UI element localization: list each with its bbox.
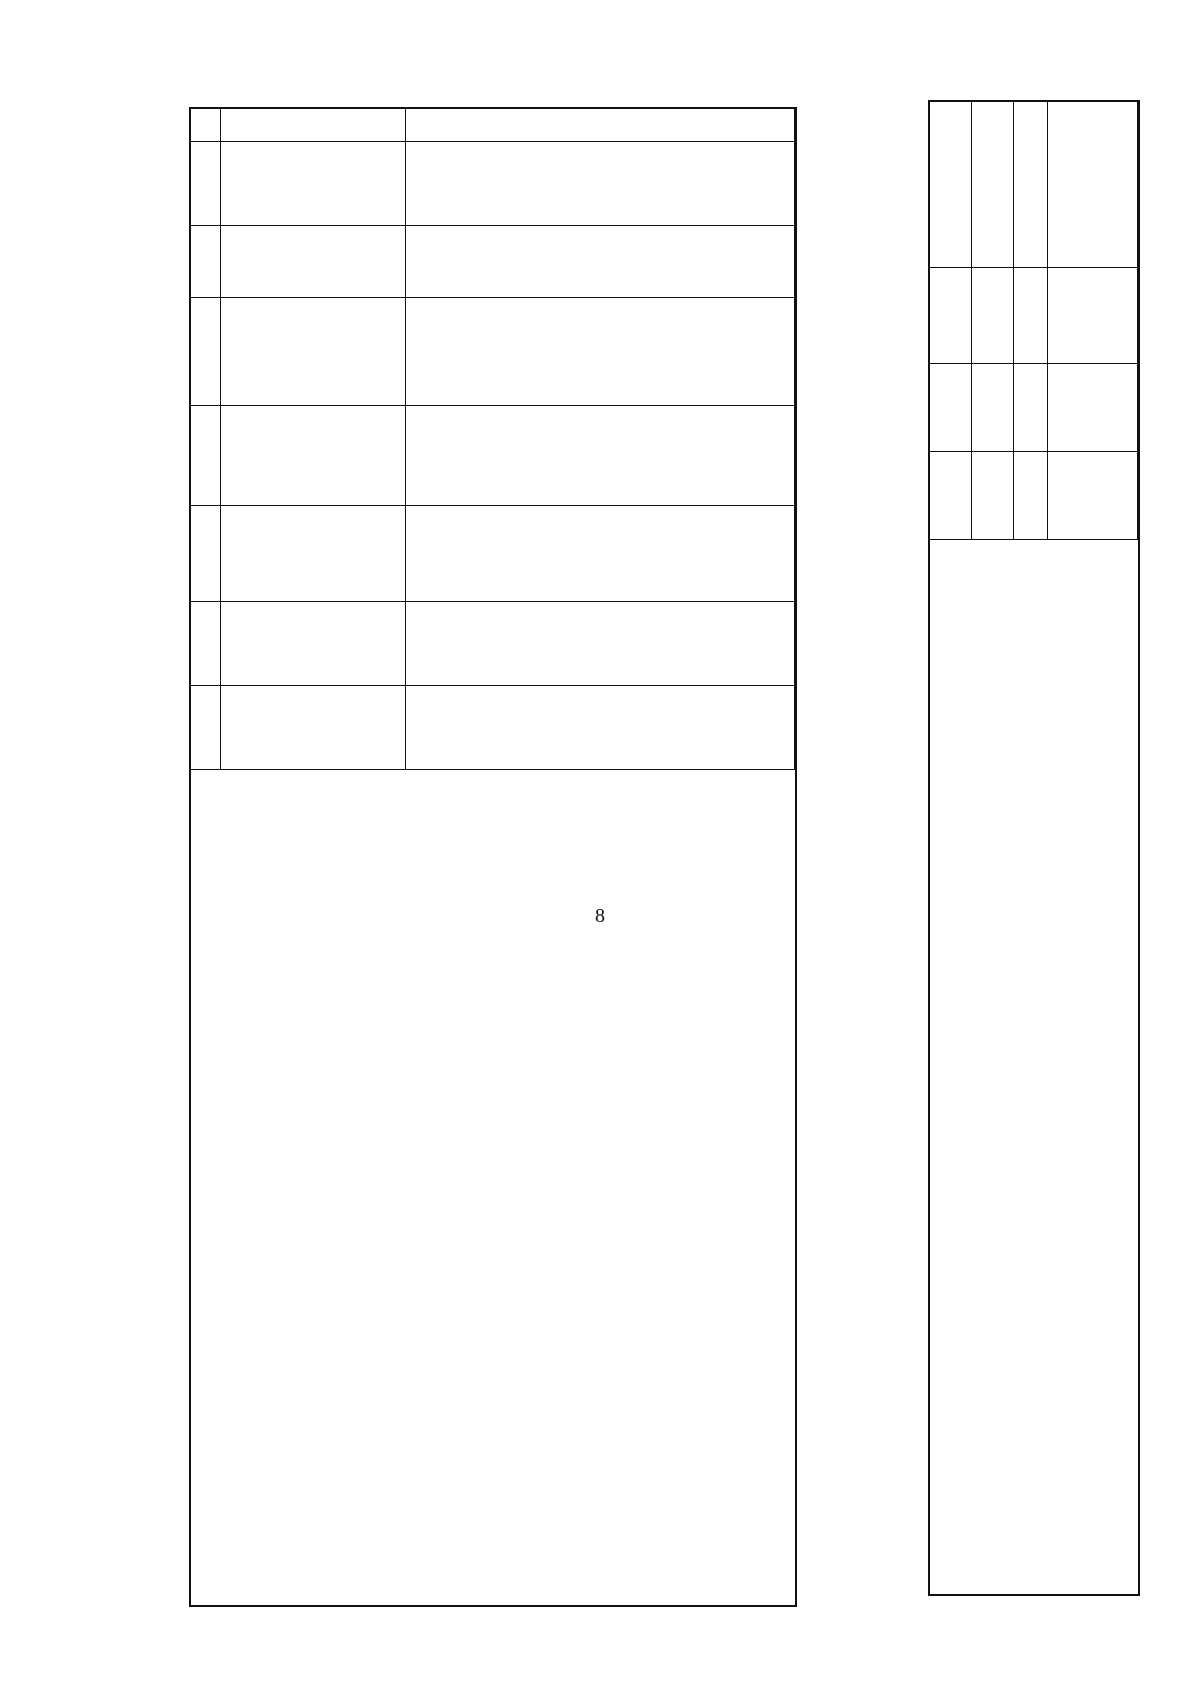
table-cell [406,602,795,686]
table-cell [930,452,972,540]
table-cell [1048,364,1138,452]
table-cell [406,226,795,298]
page-number: 8 [595,905,605,927]
table-cell [221,226,406,298]
table-cell [191,109,221,142]
table-cell [930,102,972,268]
table-cell [191,298,221,406]
table-cell [221,406,406,506]
table-cell [191,506,221,602]
table-cell [221,142,406,226]
table-cell [191,602,221,686]
table-cell [972,452,1014,540]
table-cell [1048,452,1138,540]
table-cell [191,406,221,506]
table-cell [406,406,795,506]
table-cell [221,602,406,686]
table-cell [221,298,406,406]
table-cell [406,506,795,602]
table-cell [1048,268,1138,364]
table-cell [221,506,406,602]
table-cell [1014,268,1048,364]
table-cell [972,268,1014,364]
table-cell [930,268,972,364]
table-cell [191,686,221,770]
table-cell [930,364,972,452]
table-cell [406,298,795,406]
table-cell [406,686,795,770]
table-cell [972,364,1014,452]
table-cell [406,142,795,226]
table-cell [191,226,221,298]
table-cell [1014,364,1048,452]
table-cell [972,102,1014,268]
table-cell [221,109,406,142]
table-cell [1014,452,1048,540]
financing-table [928,100,1140,1596]
table-cell [1048,102,1138,268]
table-cell [1014,102,1048,268]
table-cell [191,142,221,226]
table-cell [221,686,406,770]
results-table [189,107,797,1607]
table-cell [406,109,795,142]
